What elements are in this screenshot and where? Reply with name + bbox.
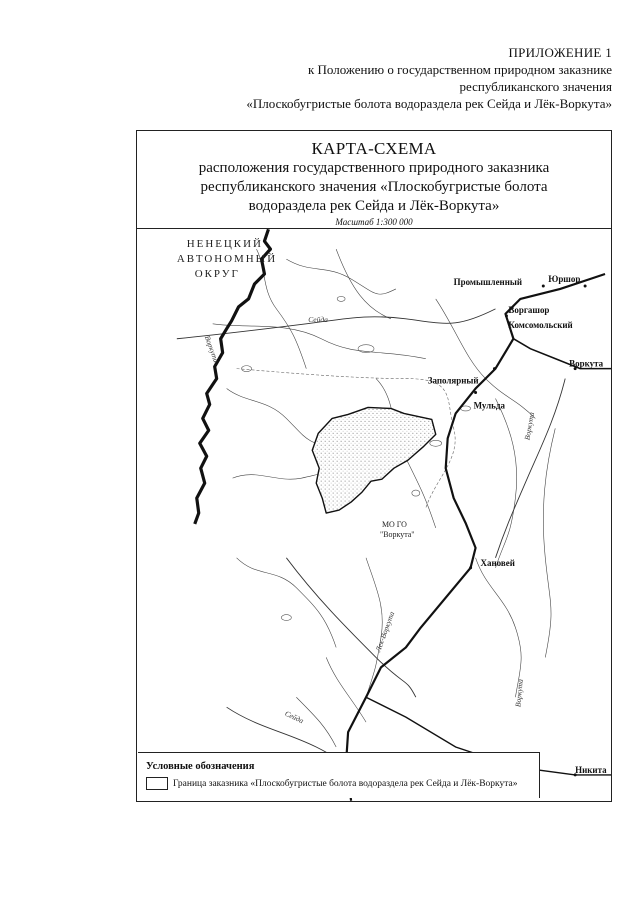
main-rivers (177, 309, 565, 797)
lake (337, 296, 345, 301)
map-subtitle-line: расположения государственного природного заказника (198, 160, 550, 176)
river-label: Сейда (283, 708, 306, 726)
appendix-heading: ПРИЛОЖЕНИЕ 1 (508, 45, 612, 60)
border-label: Воркута (202, 334, 221, 364)
region-label: АВТОНОМНЫЙ (176, 253, 278, 266)
settlement-label: Промышленный (453, 276, 523, 287)
settlement-label: Комсомольский (508, 319, 573, 330)
river-network (213, 249, 556, 747)
region-label: ОКРУГ (194, 268, 240, 281)
river-line (213, 324, 426, 359)
lake (430, 440, 442, 446)
river-label: Сейда (308, 314, 328, 324)
settlement-dot (542, 284, 545, 287)
settlement-label: Воркута (569, 358, 604, 369)
lake (412, 490, 420, 496)
municipality-label: "Воркута" (379, 529, 415, 539)
river-line (543, 428, 555, 657)
river-label: Воркута (513, 678, 525, 708)
map-subtitle-line: республиканского значения «Плоскобугристые болота (200, 179, 548, 195)
settlement-dot (474, 391, 477, 394)
river-line (336, 249, 391, 319)
map-frame (136, 130, 612, 802)
river-lek-vorkuta (286, 558, 415, 697)
legend-swatch-icon (146, 777, 168, 790)
legend-item (146, 777, 531, 790)
settlement-label: Никита (575, 764, 607, 775)
river-line (366, 558, 382, 697)
map-title-box (137, 131, 611, 229)
settlement-dot (469, 566, 472, 569)
river-line (326, 657, 366, 722)
lake (281, 615, 291, 621)
appendix-line: республиканского значения (459, 79, 612, 94)
settlement-label: Мульда (473, 400, 505, 411)
river-line (476, 558, 522, 697)
map-scale: Масштаб 1:300 000 (335, 217, 413, 227)
lake (242, 366, 252, 372)
settlement-label: Хановей (480, 557, 515, 568)
river-vorkuta (495, 379, 565, 558)
legend-item-label: Граница заказника «Плоскобугристые болота водораздела рек Сейда и Лёк-Воркута» (173, 778, 518, 789)
appendix-line: к Положению о государственном природном заказнике (307, 62, 612, 77)
settlement-dot (493, 367, 496, 370)
region-label: НЕНЕЦКИЙ (186, 238, 263, 251)
settlement-label: Юршор (548, 273, 581, 284)
map-canvas (137, 228, 611, 802)
settlement-dot (584, 284, 587, 287)
legend-title: Условные обозначения (146, 761, 255, 772)
map-subtitle-line: водораздела рек Сейда и Лёк-Воркута» (248, 198, 500, 214)
municipality-label: МО ГО (381, 519, 407, 529)
river-label: Лек-Воркута (373, 610, 397, 654)
river-line (237, 558, 337, 648)
reserve-area (312, 407, 435, 513)
settlement-label: Заполярный (427, 375, 479, 386)
map-title: КАРТА-СХЕМА (311, 139, 437, 158)
river-label: Воркута (522, 411, 537, 441)
legend (138, 752, 540, 798)
appendix-header (246, 44, 612, 112)
settlement-label: Воргашор (508, 304, 550, 315)
river-line (286, 259, 396, 294)
appendix-line: «Плоскобугристые болота водораздела рек Сейда и Лёк-Воркута» (246, 96, 612, 111)
river-line (495, 398, 516, 567)
